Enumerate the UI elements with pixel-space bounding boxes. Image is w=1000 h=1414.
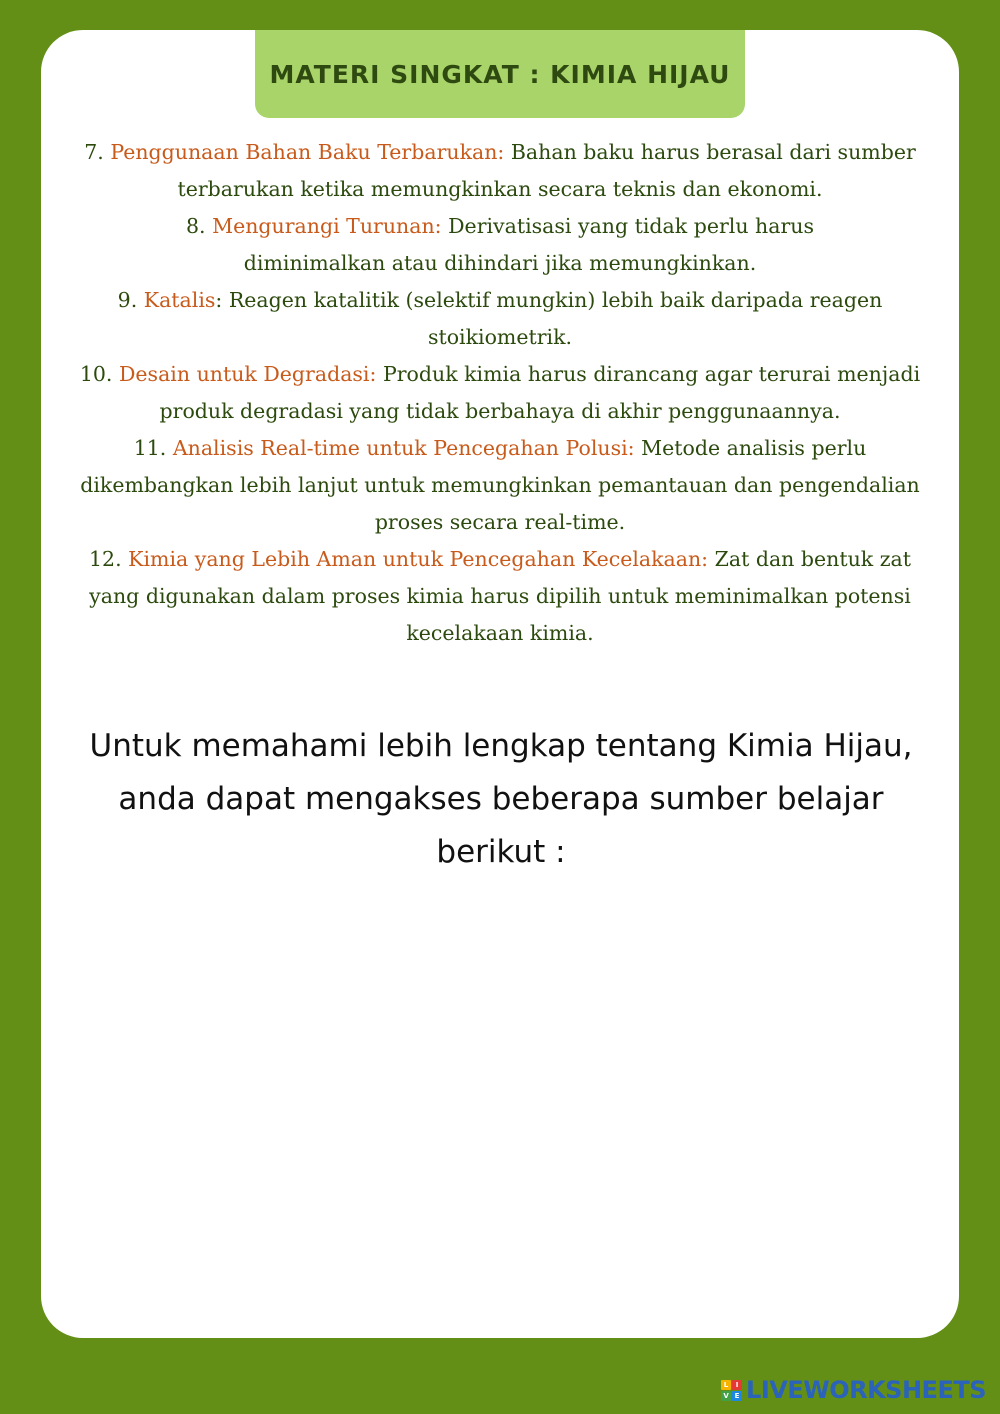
- logo-letter: V: [721, 1391, 731, 1401]
- principle-text: Produk kimia harus dirancang agar terurai menjadi produk degradasi yang tidak berbahaya di akhir penggunaannya.: [159, 362, 921, 423]
- principle-item: [50, 282, 950, 356]
- principles-list: [41, 134, 959, 652]
- principle-text: Metode analisis perlu dikembangkan lebih lanjut untuk memungkinkan pemantauan dan pengendalian proses secara real-time.: [80, 436, 920, 534]
- principle-number: 10.: [79, 362, 113, 386]
- principle-term: Kimia yang Lebih Aman untuk Pencegahan Kecelakaan:: [128, 547, 709, 571]
- principle-term: Analisis Real-time untuk Pencegahan Polusi:: [172, 436, 635, 460]
- principle-term: Penggunaan Bahan Baku Terbarukan:: [110, 140, 505, 164]
- principle-number: 7.: [84, 140, 104, 164]
- liveworksheets-logo-icon: [721, 1380, 742, 1401]
- principle-text: Zat dan bentuk zat yang digunakan dalam proses kimia harus dipilih untuk meminimalkan potensi kecelakaan kimia.: [89, 547, 911, 645]
- principle-item: [55, 134, 945, 208]
- principle-number: 9.: [117, 288, 138, 312]
- logo-letter: L: [721, 1380, 731, 1390]
- principle-term: Desain untuk Degradasi:: [118, 362, 377, 386]
- logo-letter: I: [732, 1380, 742, 1390]
- principle-number: 8.: [186, 214, 206, 238]
- principle-item: [75, 541, 925, 652]
- principle-text: : Reagen katalitik (selektif mungkin) lebih baik daripada reagen stoikiometrik.: [215, 288, 883, 349]
- principle-number: 11.: [133, 436, 167, 460]
- title-banner: [255, 30, 745, 118]
- principle-number: 12.: [89, 547, 122, 571]
- principle-term: Mengurangi Turunan:: [212, 214, 442, 238]
- principle-term: Katalis: [143, 288, 216, 312]
- learning-resources-intro: Untuk memahami lebih lengkap tentang Kimia Hijau, anda dapat mengakses beberapa sumber belajar berikut :: [89, 728, 913, 870]
- principle-item: [70, 430, 930, 541]
- principle-text: Bahan baku harus berasal dari sumber terbarukan ketika memungkinkan secara teknis dan ekonomi.: [177, 140, 916, 201]
- principle-item: [120, 208, 880, 282]
- principle-item: [60, 356, 940, 430]
- liveworksheets-watermark: [721, 1376, 986, 1404]
- content-card: [41, 30, 959, 1338]
- watermark-text: LIVEWORKSHEETS: [746, 1376, 986, 1404]
- page-title: MATERI SINGKAT : KIMIA HIJAU: [269, 59, 731, 89]
- principle-text: Derivatisasi yang tidak perlu harus diminimalkan atau dihindari jika memungkinkan.: [243, 214, 814, 275]
- logo-letter: E: [732, 1391, 742, 1401]
